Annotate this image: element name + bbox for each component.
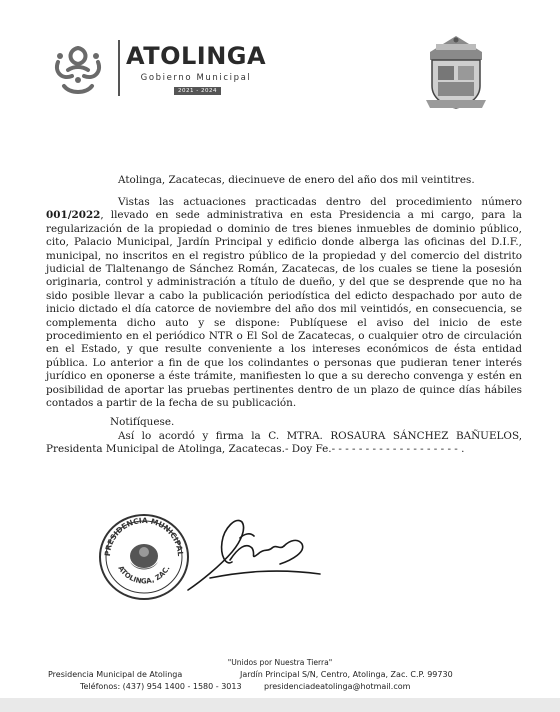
- brand-years: 2021 - 2024: [174, 87, 221, 95]
- paragraph-lead: Vistas las actuaciones practicadas dentro del procedimiento número: [118, 196, 522, 208]
- brand-divider: [118, 40, 120, 96]
- footer-address: Jardín Principal S/N, Centro, Atolinga, Zac. C.P. 99730: [240, 670, 453, 679]
- seal-bottom-text: ATOLINGA, ZAC.: [116, 564, 172, 586]
- seal-top-text: PRESIDENCIA MUNICIPAL: [102, 515, 186, 557]
- footer-office: Presidencia Municipal de Atolinga: [48, 670, 183, 679]
- brand-name: ATOLINGA: [126, 42, 267, 70]
- notify-line: Notifíquese.: [110, 416, 175, 428]
- closing-paragraph: Así lo acordó y firma la C. MTRA. ROSAURA SÁNCHEZ BAÑUELOS, Presidenta Municipal de Atolinga, Zacatecas.- Doy Fe.- - - - - - - - - - - - - - - - - - - .: [46, 430, 522, 456]
- date-line: Atolinga, Zacatecas, diecinueve de enero del año dos mil veintitres.: [118, 174, 475, 186]
- procedure-number: 001/2022: [46, 209, 101, 222]
- municipal-logo-icon: [46, 40, 110, 100]
- footer-phones: Teléfonos: (437) 954 1400 - 1580 - 3013: [80, 682, 242, 691]
- main-paragraph: [46, 196, 522, 411]
- brand-subtitle: Gobierno Municipal: [140, 73, 252, 83]
- coat-of-arms-icon: [420, 30, 492, 114]
- bottom-band: [0, 698, 560, 712]
- signature-graphic: [180, 508, 330, 598]
- footer-email[interactable]: presidenciadeatolinga@hotmail.com: [264, 682, 411, 691]
- official-seal-stamp: [96, 512, 192, 602]
- footer-slogan: "Unidos por Nuestra Tierra": [227, 658, 333, 667]
- paragraph-rest: , llevado en sede administrativa en esta Presidencia a mi cargo, para la regularización de la propiedad o dominio de tres bienes inmuebles de dominio público, cito, Palacio Municipal, Jardín Principal y edificio donde alberga las oficinas del D.I.F., municipal, no inscritos en el registro público de la propiedad y del comercio del distrito judicial de Tlaltenango de Sánchez Román, Zacatecas, de los cuales se tiene la posesión originaria, control y administración a título de dueño, y del que se desprende que no ha sido posible llevar a cabo la publicación periodística del edicto despachado por auto de inicio dictado el día catorce de noviembre del año dos mil veintidós, en consecuencia, se complementa dicho auto y se dispone: Publíquese el aviso del inicio de este procedimiento en el periódico NTR o El Sol de Zacatecas, o cualquier otro de circulación en el Estado, y que resulte conveniente a los intereses económicos de ésta entidad pública. Lo anterior a fin de que los colindantes o personas que pudieran tener interés jurídico en oponerse a éste trámite, manifiesten lo que a su derecho convenga y estén en posibilidad de aportar las pruebas pertinentes dentro de un plazo de quince días hábiles contados a partir de la fecha de su publicación.: [46, 209, 522, 410]
